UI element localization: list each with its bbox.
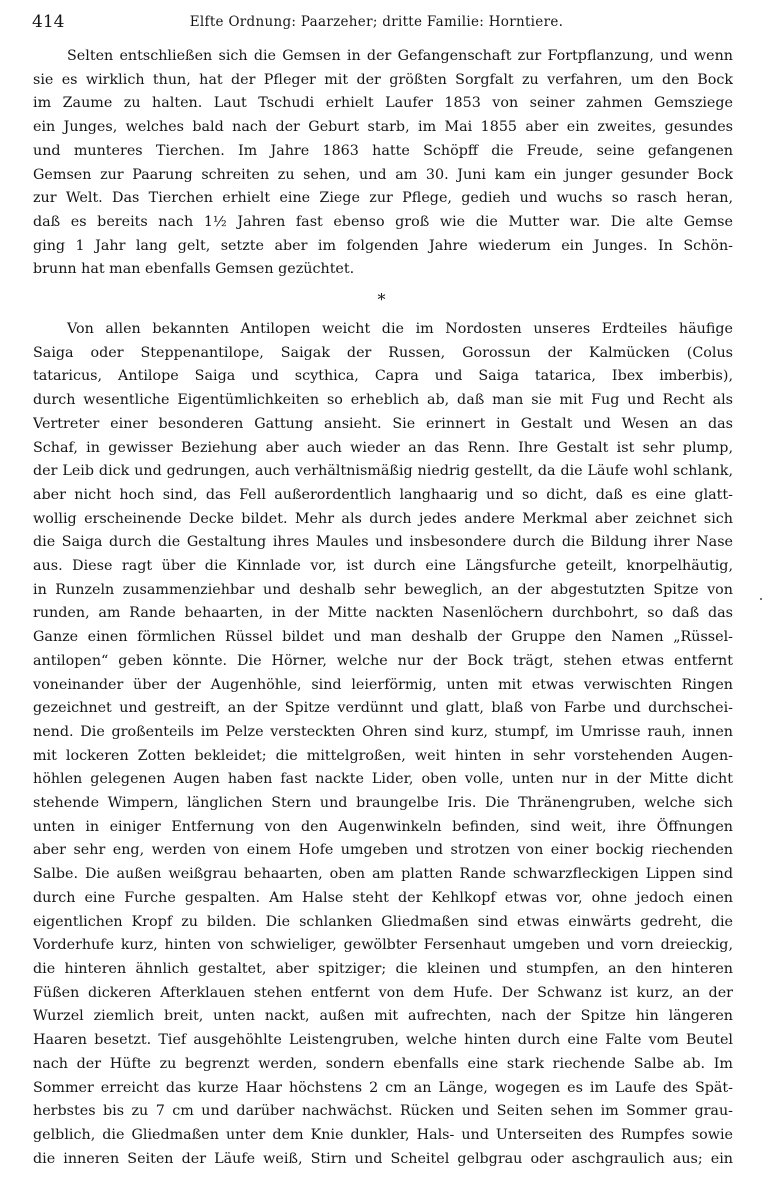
text-line: der Leib dick und gedrungen, auch verhältnismäßig niedrig gestellt, da die Läufe wohl schlank, [33, 463, 733, 480]
text-line: höhlen gelegenen Augen haben fast nackte Lider, oben volle, unten nur in der Mitte dicht [33, 771, 733, 788]
running-head: Elfte Ordnung: Paarzeher; dritte Familie: Horntiere. [189, 14, 564, 30]
text-line: Vertreter einer besonderen Gattung ansieht. Sie erinnert in Gestalt und Wesen an das [33, 415, 733, 432]
text-line: aber sehr eng, werden von einem Hofe umgeben und strotzen von einer bockig riechenden [33, 842, 733, 859]
text-line: in Runzeln zusammenziehbar und deshalb sehr beweglich, an der abgestutzten Spitze von [33, 581, 733, 598]
text-line: Wurzel ziemlich breit, unten nackt, außen mit aufrechten, nach der Spitze hin längeren [33, 1008, 733, 1025]
page-number: 414 [32, 12, 65, 32]
paragraph-gemsen-breeding [33, 45, 733, 282]
scan-speck [760, 598, 762, 600]
text-line: antilopen“ geben könnte. Die Hörner, welche nur der Bock trägt, stehen etwas entfernt [33, 652, 733, 669]
text-line: die inneren Seiten der Läufe weiß, Stirn und Scheitel gelbgrau oder aschgraulich aus; ein [33, 1150, 733, 1167]
text-line: runden, am Rande behaarten, in der Mitte nackten Nasenlöchern durchbohrt, so daß das [33, 605, 733, 622]
text-line: gezeichnet und gestreift, an der Spitze verdünnt und glatt, blaß von Farbe und durchschei- [33, 700, 733, 717]
text-line: voneinander über der Augenhöhle, sind leierförmig, unten mit etwas verwischten Ringen [33, 676, 733, 693]
text-line: zur Welt. Das Tierchen erhielt eine Ziege zur Pflege, gedieh und wuchs so rasch heran, [33, 190, 733, 207]
text-line: im Zaume zu halten. Laut Tschudi erhielt Laufer 1853 von seiner zahmen Gemsziege [33, 95, 733, 112]
text-line: die Saiga durch die Gestaltung ihres Maules und insbesondere durch die Bildung ihrer Nase [33, 534, 733, 551]
text-line: ging 1 Jahr lang gelt, setzte aber im folgenden Jahre wiederum ein Junges. In Schön- [33, 237, 733, 254]
text-line: Vorderhufe kurz, hinten von schwieliger, gewölbter Fersenhaut umgeben und vorn dreieckig, [33, 937, 733, 954]
text-line: die hinteren ähnlich gestaltet, aber spitziger; die kleinen und stumpfen, an den hinteren [33, 960, 733, 977]
text-line: Selten entschließen sich die Gemsen in der Gefangenschaft zur Fortpflanzung, und wenn [67, 48, 733, 64]
text-line: eigentlichen Kropf zu bilden. Die schlanken Gliedmaßen sind etwas einwärts gedreht, die [33, 913, 733, 930]
text-line: tataricus, Antilope Saiga und scythica, Capra und Saiga tatarica, Ibex imberbis), [33, 368, 733, 385]
text-line: Saiga oder Steppenantilope, Saigak der Russen, Gorossun der Kalmücken (Colus [33, 344, 733, 361]
text-line: wollig erscheinende Decke bildet. Mehr als durch jedes andere Merkmal aber zeichnet sich [33, 510, 733, 527]
text-line: brunn hat man ebenfalls Gemsen gezüchtet. [33, 261, 355, 278]
text-line: nach der Hüfte zu begrenzt werden, sondern ebenfalls eine stark riechende Salbe ab. Im [33, 1055, 733, 1072]
section-separator: * [377, 290, 386, 309]
text-line: aus. Diese ragt über die Kinnlade vor, ist durch eine Längsfurche geteilt, knorpelhäutig, [33, 558, 733, 575]
page-header [28, 10, 725, 36]
text-line: gelblich, die Gliedmaßen unter dem Knie dunkler, Hals- und Unterseiten des Rumpfes sowie [33, 1126, 733, 1143]
text-line: durch eine Furche gespalten. Am Halse steht der Kehlkopf etwas vor, ohne jedoch einen [33, 889, 733, 906]
text-line: Ganze einen förmlichen Rüssel bildet und man deshalb der Gruppe den Namen „Rüssel- [33, 629, 733, 646]
text-line: Gemsen zur Paarung schreiten zu sehen, und am 30. Juni kam ein junger gesunder Bock [33, 166, 733, 183]
text-line: durch wesentliche Eigentümlichkeiten so erheblich ab, daß man sie mit Fug und Recht als [33, 392, 733, 409]
text-line: Von allen bekannten Antilopen weicht die im Nordosten unseres Erdteiles häufige [67, 321, 733, 337]
text-line: nend. Die großenteils im Pelze versteckten Ohren sind kurz, stumpf, im Umrisse rauh, innen [33, 723, 733, 740]
text-line: Salbe. Die außen weißgrau behaarten, oben am platten Rande schwarzfleckigen Lippen sind [33, 866, 733, 883]
text-line: und munteres Tierchen. Im Jahre 1863 hatte Schöpff die Freude, seine gefangenen [33, 142, 733, 159]
text-line: Sommer erreicht das kurze Haar höchstens 2 cm an Länge, wogegen es im Laufe des Spät- [33, 1079, 733, 1096]
text-line: stehende Wimpern, länglichen Stern und braungelbe Iris. Die Thränengruben, welche sich [33, 795, 733, 812]
paragraph-saiga-description [33, 318, 733, 1171]
text-line: Haaren besetzt. Tief ausgehöhlte Leistengruben, welche hinten durch eine Falte vom Beutel [33, 1032, 733, 1049]
text-line: Füßen dickeren Afterklauen stehen entfernt von dem Hufe. Der Schwanz ist kurz, an der [33, 984, 733, 1001]
text-line: mit lockeren Zotten bekleidet; die mittelgroßen, weit hinten in sehr vorstehenden Augen- [33, 747, 733, 764]
text-line: ein Junges, welches bald nach der Geburt starb, im Mai 1855 aber ein zweites, gesundes [33, 119, 733, 136]
text-line: Schaf, in gewisser Beziehung aber auch wieder an das Renn. Ihre Gestalt ist sehr plump, [33, 439, 733, 456]
text-line: daß es bereits nach 1½ Jahren fast ebenso groß wie die Mutter war. Die alte Gemse [33, 213, 733, 230]
text-line: herbstes bis zu 7 cm und darüber nachwächst. Rücken und Seiten sehen im Sommer grau- [33, 1103, 733, 1120]
text-line: unten in einiger Entfernung von den Augenwinkeln befinden, sind weit, ihre Öffnungen [33, 818, 733, 835]
text-line: aber nicht hoch sind, das Fell außerordentlich langhaarig und so dicht, daß es eine glatt- [33, 486, 733, 503]
text-line: sie es wirklich thun, hat der Pfleger mit der größten Sorgfalt zu verfahren, um den Bock [33, 71, 733, 88]
